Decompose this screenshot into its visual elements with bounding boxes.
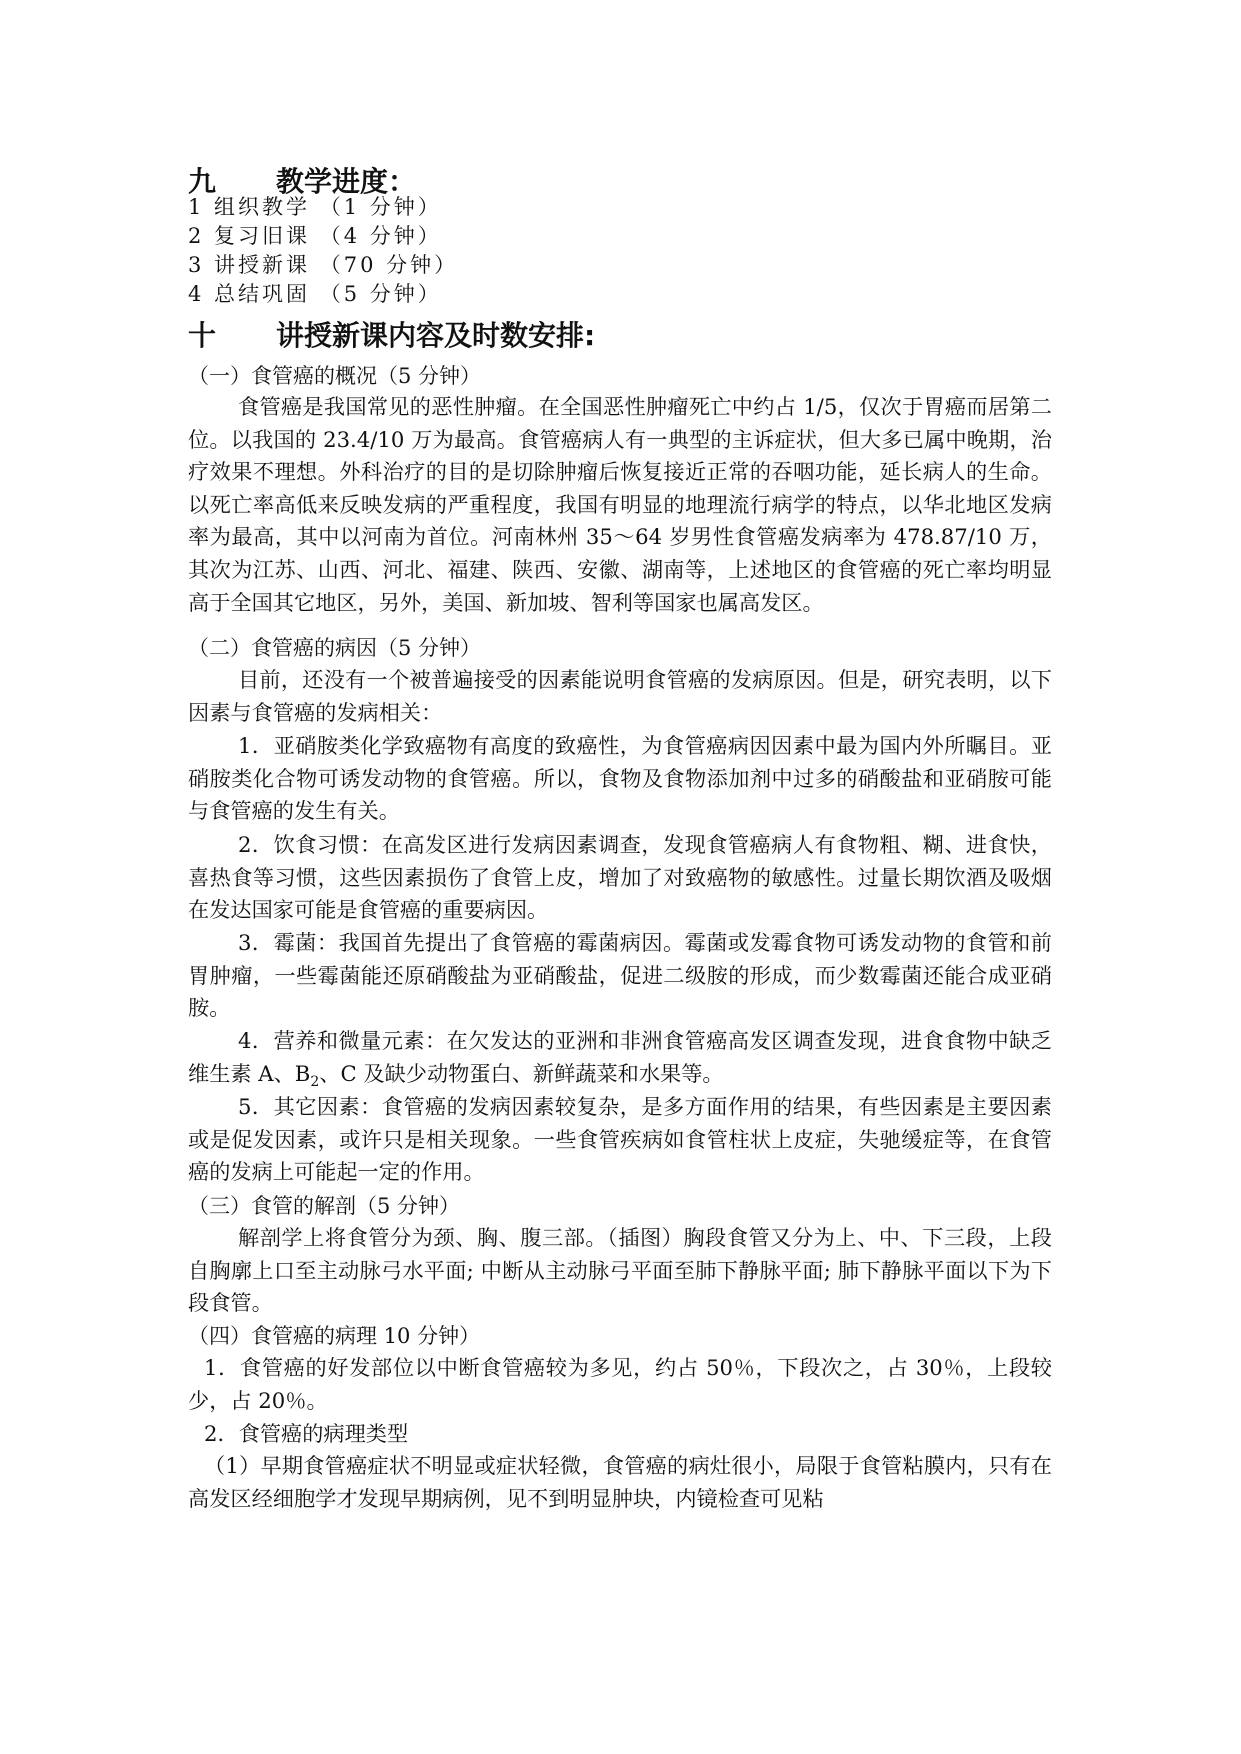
schedule-item-3: 3 讲授新课 （70 分钟） <box>188 253 459 277</box>
subsection-2-title: （二）食管癌的病因（5 分钟） <box>188 636 482 660</box>
cause-5-paragraph: 5．其它因素：食管癌的发病因素较复杂，是多方面作用的结果，有些因素是主要因素或是促发因素，或许只是相关现象。一些食管疾病如食管柱状上皮症，失驰缓症等，在食管癌的发病上可能起一定的作用。 <box>188 1094 1052 1185</box>
cause-3-paragraph: 3．霉菌：我国首先提出了食管癌的霉菌病因。霉菌或发霉食物可诱发动物的食管和前胃肿瘤，一些霉菌能还原硝酸盐为亚硝酸盐，促进二级胺的形成，而少数霉菌还能合成亚硝胺。 <box>188 930 1052 1021</box>
cause-2-paragraph: 2．饮食习惯：在高发区进行发病因素调查，发现食管癌病人有食物粗、糊、进食快，喜热食等习惯，这些因素损伤了食管上皮，增加了对致癌物的敏感性。过量长期饮酒及吸烟在发达国家可能是食管癌的重要病因。 <box>188 832 1052 923</box>
subsection-1-paragraph: 食管癌是我国常见的恶性肿瘤。在全国恶性肿瘤死亡中约占 1/5，仅次于胃癌而居第二位。以我国的 23.4/10 万为最高。食管癌病人有一典型的主诉症状，但大多已属中晚期，治疗效果不理想。外科治疗的目的是切除肿瘤后恢复接近正常的吞咽功能，延长病人的生命。以死亡率高低来反映发病的严重程度，我国有明显的地理流行病学的特点，以华北地区发病率为最高，其中以河南为首位。河南林州 35～64 岁男性食管癌发病率为 478.87/10 万，其次为江苏、山西、河北、福建、陕西、安徽、湖南等，上述地区的食管癌的死亡率均明显高于全国其它地区，另外，美国、新加坡、智利等国家也属高发区。 <box>188 394 1052 615</box>
schedule-item-1: 1 组织教学 （1 分钟） <box>188 195 442 219</box>
cause-4-text-a: 4．营养和微量元素：在欠发达的亚洲和非洲食管癌高发区调查发现，进食食物中缺乏维生素 A、B <box>188 1028 1052 1086</box>
subsection-3-title: （三）食管的解剖（5 分钟） <box>188 1194 461 1218</box>
pathology-type-heading: 2．食管癌的病理类型 <box>204 1421 409 1446</box>
subsection-2-intro: 目前，还没有一个被普遍接受的因素能说明食管癌的发病原因。但是，研究表明，以下因素与食管癌的发病相关： <box>188 667 1052 725</box>
early-cancer-paragraph: （1）早期食管癌症状不明显或症状轻微，食管癌的病灶很小，局限于食管粘膜内，只有在高发区经细胞学才发现早期病例，见不到明显肿块，内镜检查可见粘 <box>188 1453 1052 1511</box>
section-10-title: 讲授新课内容及时数安排: <box>276 319 596 352</box>
cause-1-paragraph: 1．亚硝胺类化学致癌物有高度的致癌性，为食管癌病因因素中最为国内外所瞩目。亚硝胺类化合物可诱发动物的食管癌。所以，食物及食物添加剂中过多的硝酸盐和亚硝胺可能与食管癌的发生有关。 <box>188 733 1052 824</box>
subsection-4-title: （四）食管癌的病理 10 分钟） <box>188 1324 481 1348</box>
section-9-title: 教学进度： <box>276 165 417 198</box>
section-9-number: 九 <box>188 165 217 198</box>
cause-4-subscript: 2 <box>310 1073 320 1090</box>
cause-4-paragraph <box>188 1025 1052 1098</box>
subsection-3-paragraph: 解剖学上将食管分为颈、胸、腹三部。（插图）胸段食管又分为上、中、下三段，上段自胸廓上口至主动脉弓水平面; 中断从主动脉弓平面至肺下静脉平面; 肺下静脉平面以下为下段食管。 <box>188 1225 1052 1316</box>
section-10-heading <box>188 318 595 354</box>
schedule-item-2: 2 复习旧课 （4 分钟） <box>188 224 442 248</box>
section-10-number: 十 <box>188 319 217 352</box>
pathology-site-paragraph: 1．食管癌的好发部位以中断食管癌较为多见，约占 50％，下段次之，占 30％，上段较少，占 20％。 <box>188 1355 1052 1413</box>
schedule-item-4: 4 总结巩固 （5 分钟） <box>188 282 442 306</box>
subsection-1-title: （一）食管癌的概况（5 分钟） <box>188 364 482 388</box>
cause-4-text-b: 、C 及缺少动物蛋白、新鲜蔬菜和水果等。 <box>319 1060 724 1086</box>
